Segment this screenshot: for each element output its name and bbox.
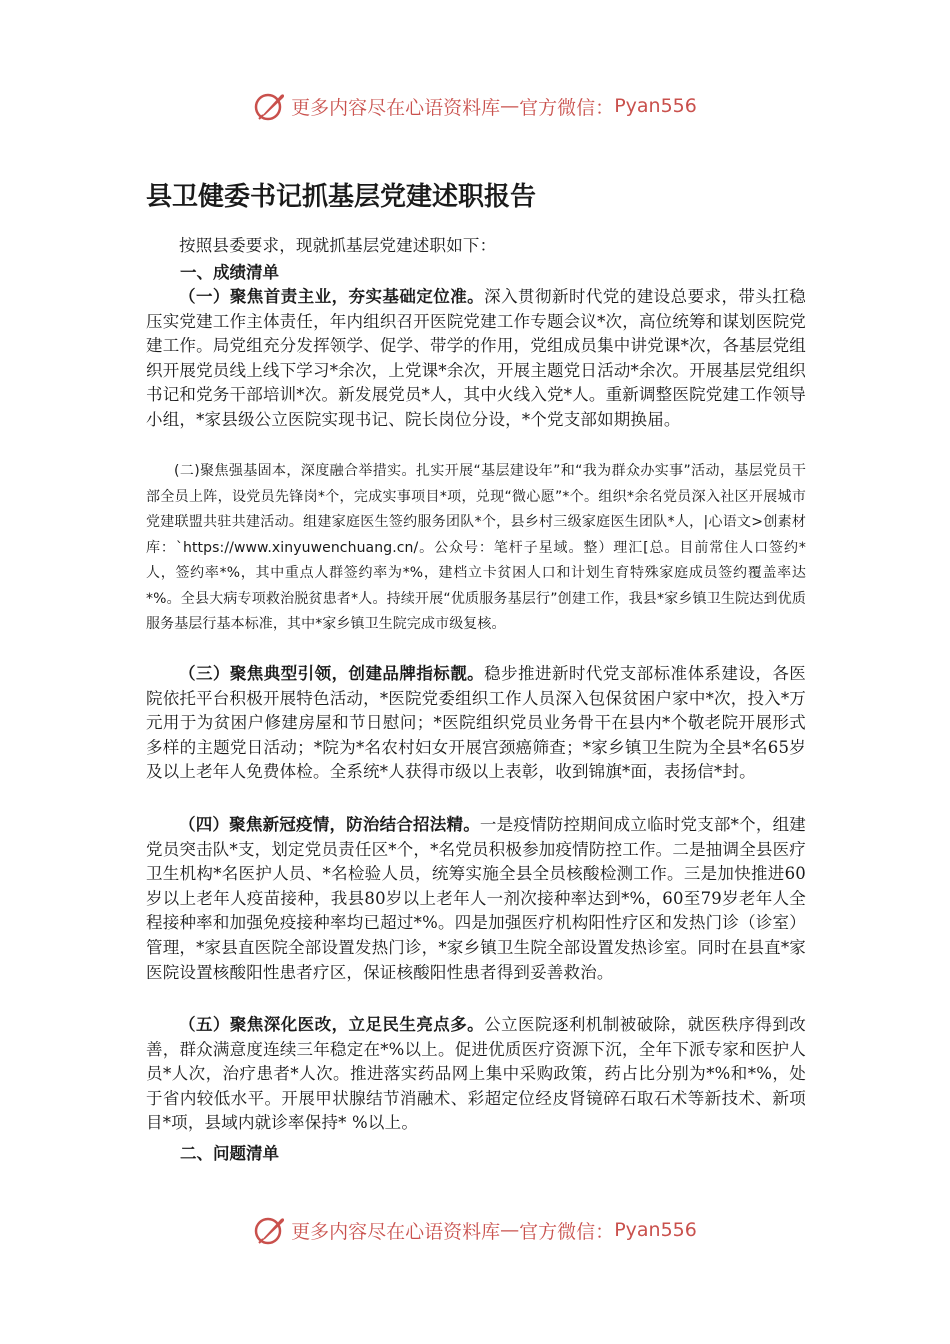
- paragraph-4: [146, 813, 806, 985]
- section-heading-achievements: 一、成绩清单: [180, 263, 279, 282]
- paragraph-3-body: 稳步推进新时代党支部标准体系建设，各医院依托平台积极开展特色活动，*医院党委组织工作人员深入包保贫困户家中*次，投入*万元用于为贫困户修建房屋和节日慰问；*医院组织党员业务骨干在县内*个敬老院开展形式多样的主题党日活动；*院为*名农村妇女开展宫颈癌筛查；*家乡镇卫生院为全县*名65岁及以上老年人免费体检。全系统*人获得市级以上表彰，收到锦旗*面，表扬信*封。: [146, 664, 806, 782]
- footer-watermark-banner: [0, 1210, 950, 1250]
- paragraph-1-heading: （一）聚焦首责主业，夯实基础定位准。: [179, 287, 485, 306]
- paragraph-5-heading: （五）聚焦深化医改，立足民生亮点多。: [179, 1015, 485, 1034]
- header-watermark-banner: [0, 86, 950, 126]
- banner-wechat-label: 官方微信：: [519, 96, 615, 119]
- banner-wechat-id: Pyan556: [614, 95, 697, 117]
- banner-wechat-label: 官方微信：: [519, 1220, 615, 1243]
- document-title: 县卫健委书记抓基层党建述职报告: [146, 182, 537, 212]
- paragraph-4-body: 一是疫情防控期间成立临时党支部*个，组建党员突击队*支，划定党员责任区*个，*名党员积极参加疫情防控工作。二是抽调全县医疗卫生机构*名医护人员、*名检验人员，统筹实施全县全员核酸检测工作。三是加快推进60岁以上老年人疫苗接种，我县80岁以上老年人一剂次接种率达到*%，60至79岁老年人全程接种率和加强免疫接种率均已超过*%。四是加强医疗机构阳性疗区和发热门诊（诊室）管理，*家县直医院全部设置发热门诊，*家乡镇卫生院全部设置发热诊室。同时在县直*家医院设置核酸阳性患者疗区，保证核酸阳性患者得到妥善救治。: [146, 815, 807, 982]
- paragraph-3: [146, 662, 806, 785]
- banner-separator: —: [500, 1219, 520, 1241]
- section-heading-problems: 二、问题清单: [180, 1144, 279, 1163]
- paragraph-1-body: 深入贯彻新时代党的建设总要求，带头扛稳压实党建工作主体责任，年内组织召开医院党建工作专题会议*次，高位统筹和谋划医院党建工作。局党组充分发挥领学、促学、带学的作用，党组成员集中讲党课*次，各基层党组织开展党员线上线下学习*余次，上党课*余次，开展主题党日活动*余次。开展基层党组织书记和党务干部培训*次。新发展党员*人，其中火线入党*人。重新调整医院党建工作领导小组，*家县级公立医院实现书记、院长岗位分设，*个党支部如期换届。: [146, 287, 806, 429]
- banner-separator: —: [500, 95, 520, 117]
- banner-text: 更多内容尽在心语资料库: [291, 1220, 501, 1243]
- paragraph-4-heading: （四）聚焦新冠疫情，防治结合招法精。: [179, 815, 480, 834]
- banner-wechat-id: Pyan556: [614, 1219, 697, 1241]
- quill-logo-icon: [253, 89, 287, 123]
- paragraph-1: [146, 285, 806, 433]
- paragraph-2: (二)聚焦强基固本，深度融合举措实。扎实开展“基层建设年”和“我为群众办实事”活动，基层党员干部全员上阵，设党员先锋岗*个，完成实事项目*项，兑现“微心愿”*个。组织*余名党员深入社区开展城市党建联盟共驻共建活动。组建家庭医生签约服务团队*个，县乡村三级家庭医生团队*人，|心语文>创素材库：`https://www.xinyuwenchuang.cn/。公众号：笔杆子星域。整）理汇[总。目前常住人口签约*人，签约率*%，其中重点人群签约率为*%，建档立卡贫困人口和计划生育特殊家庭成员签约覆盖率达*%。全县大病专项救治脱贫患者*人。持续开展“优质服务基层行”创建工作，我县*家乡镇卫生院达到优质服务基层行基本标准，其中*家乡镇卫生院完成市级复核。: [146, 463, 806, 632]
- banner-text: 更多内容尽在心语资料库: [291, 96, 501, 119]
- paragraph-3-heading: （三）聚焦典型引领，创建品牌指标靓。: [179, 664, 485, 683]
- paragraph-5: [146, 1013, 806, 1136]
- paragraph-5-body: 公立医院逐利机制被破除，就医秩序得到改善，群众满意度连续三年稳定在*%以上。促进优质医疗资源下沉，全年下派专家和医护人员*人次，治疗患者*人次。推进落实药品网上集中采购政策，药占比分别为*%和*%，处于省内较低水平。开展甲状腺结节消融术、彩超定位经皮肾镜碎石取石术等新技术、新项目*项，县域内就诊率保持* %以上。: [146, 1015, 806, 1133]
- quill-logo-icon: [253, 1213, 287, 1247]
- intro-paragraph: 按照县委要求，现就抓基层党建述职如下：: [179, 236, 497, 255]
